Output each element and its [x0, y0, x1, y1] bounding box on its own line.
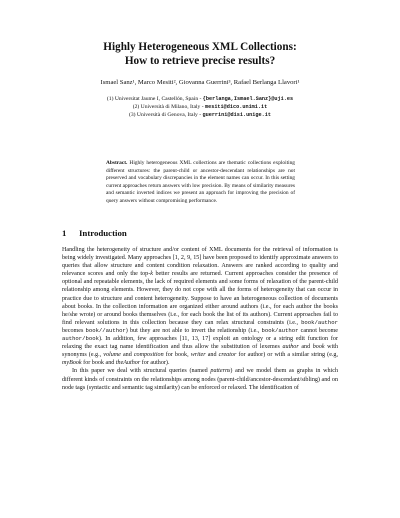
body-text: becomes — [62, 327, 86, 334]
italic-term: author — [282, 344, 299, 351]
introduction-body — [62, 246, 338, 392]
body-text: ) but they are not able to invert the relationship (i.e., — [125, 327, 262, 334]
body-text: ) and we model them as graphs in which different kinds of constraints on the relationships among nodes (parent-child/ancestor-descendant/sibling) and on node tags (syntactic and semantic tag similarity) can be enforced or relaxed. The identification of — [62, 368, 339, 391]
italic-term: patterns — [210, 368, 231, 375]
paper-title-line-1: Highly Heterogeneous XML Collections: — [103, 41, 297, 53]
italic-term: myBook — [62, 360, 82, 367]
body-text: for author). — [140, 360, 170, 367]
inline-code: book/author — [261, 326, 299, 334]
affiliation-email: mesiti@dico.unimi.it — [204, 104, 268, 110]
body-paragraph — [62, 246, 338, 367]
affiliation-email: guerrini@disi.unige.it — [202, 112, 271, 118]
inline-code: book/author — [301, 318, 338, 326]
affiliation-email: {berlanga,Ismael.Sanz}@uji.es — [202, 96, 294, 102]
body-text: and — [120, 352, 134, 359]
body-text: with synonyms (e.g., — [62, 344, 338, 359]
body-text: In this paper we deal with structural queries (named — [72, 368, 211, 375]
body-text: Handling the heterogeneity of structure and/or content of XML documents for the retrieval of information is being widely investigated. Many approaches [1, 2, 9, 15] have been proposed to identify approximate answers to queries that allow structure and content condition relaxation. Answers are ranked according to quality and relevance scores and only the top- — [62, 247, 338, 278]
italic-term: volume — [103, 352, 121, 359]
italic-term: composition — [133, 352, 164, 359]
italic-term: creator — [218, 352, 237, 359]
italic-term: book — [312, 344, 325, 351]
body-text: for book and — [81, 360, 116, 367]
italic-term: k — [150, 271, 153, 278]
body-text: for book, — [163, 352, 191, 359]
body-paragraph — [62, 367, 338, 391]
abstract-text: Highly heterogeneous XML collections are thematic collections exploiting different structures: the parent-child or ancestor-descendant relationships are not preserved and vocabulary discrepancies in the element names can occur. In this setting current approaches return answers with low precision. By means of similarity measures and semantic inverted indices we present an approach for improving the precision of query answers without compromising performance. — [106, 160, 295, 204]
abstract-label: Abstract. — [106, 160, 128, 166]
body-text: and — [205, 352, 219, 359]
section-number: 1 — [62, 228, 67, 238]
body-text: ). In addition, few approaches [11, 13, 17] exploit an ontology or a string edit function for relaxing the exact tag name identification and thus allow the substitution of lexemes — [62, 336, 338, 351]
inline-code: author/book — [62, 335, 99, 343]
affiliation-3 — [0, 111, 400, 119]
affiliation-2 — [0, 103, 400, 111]
section-heading — [62, 228, 127, 238]
section-title: Introduction — [79, 228, 127, 238]
affiliation-text: (1) Universitat Jaume I, Castellón, Spain - — [106, 96, 203, 102]
author-list: Ismael Sanz¹, Marco Mesiti², Giovanna Guerrini³, Rafael Berlanga Llavori¹ — [100, 79, 300, 86]
body-text: cannot become — [298, 327, 339, 334]
body-text: and — [298, 344, 313, 351]
italic-term: theAuthor — [115, 360, 141, 367]
affiliation-1 — [0, 95, 400, 103]
affiliation-text: (2) Università di Milano, Italy - — [132, 104, 205, 110]
body-text: for author) or with a similar string (e.g, — [236, 352, 338, 359]
body-text: better results are returned. Current approaches consider the presence of optional and repeatable elements, the lack of required elements and some forms of relaxation of the parent-child relationship among elements. However, they do not cope with all the forms of heterogeneity that can occur in practice due to structure and content heterogeneity. Suppose to have an heterogeneous collection of documents about books. In the collection information are organized either around authors (i.e., for each author the books he/she wrote) or around books themselves (i.e., for each book the list of its authors). Current approaches fail to find relevant solutions in this collection because they can relax structural constraints (i.e., — [62, 271, 338, 326]
italic-term: writer — [190, 352, 206, 359]
abstract — [106, 160, 295, 206]
inline-code: book//author — [85, 326, 126, 334]
paper-title-line-2: How to retrieve precise results? — [124, 55, 276, 67]
affiliation-text: (3) Università di Genova, Italy - — [129, 112, 203, 118]
